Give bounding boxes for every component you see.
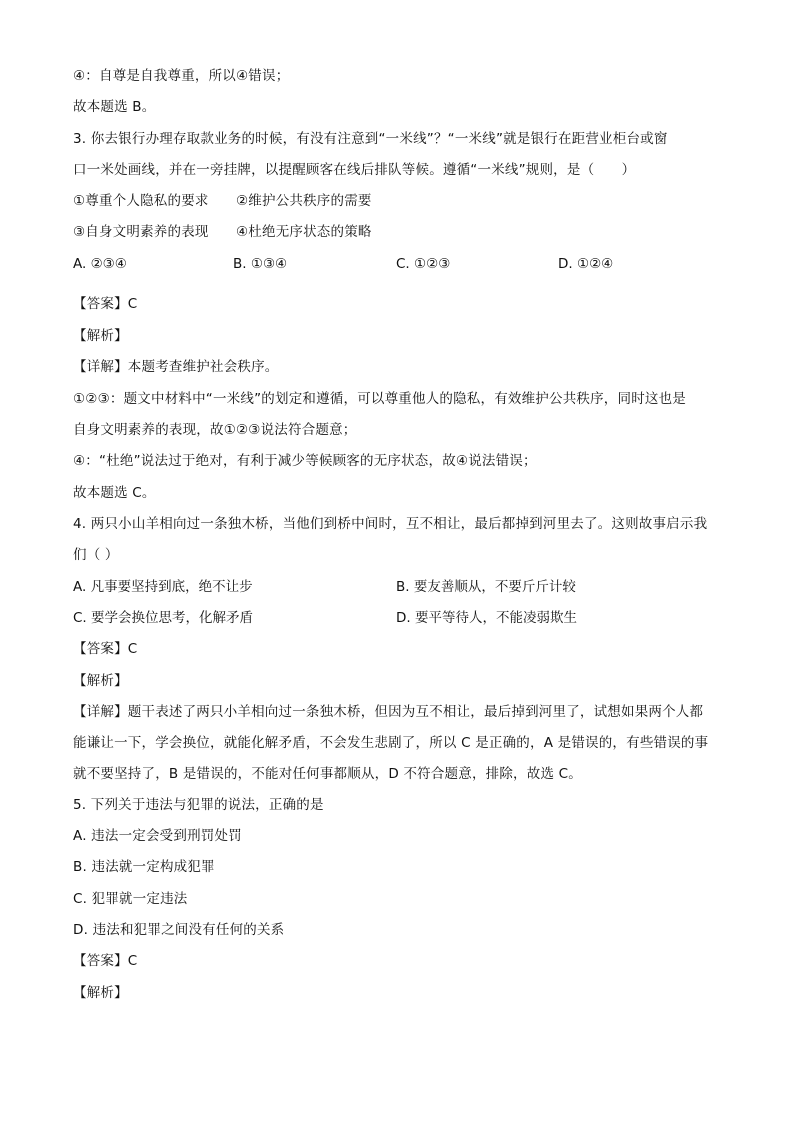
detail-text: 【详解】题干表述了两只小羊相向过一条独木桥，但因为互不相让，最后掉到河里了，试想如果两个人都 [73,704,704,720]
question-4-stem-cont: 们（ ） [73,547,119,563]
detail-text: ④：“杜绝”说法过于绝对，有利于减少等候顾客的无序状态，故④说法错误； [73,453,537,469]
analysis-label: 【解析】 [73,673,128,689]
answer-label: 【答案】C [73,953,138,969]
detail-text: 能谦让一下，学会换位，就能化解矛盾，不会发生悲剧了，所以 C 是正确的，A 是错误的，有些错误的事 [73,735,709,751]
answer-label: 【答案】C [73,641,138,657]
analysis-label: 【解析】 [73,328,128,344]
question-4-option-c: C. 要学会换位思考，化解矛盾 [73,610,254,626]
question-3-statements: ①尊重个人隐私的要求 ②维护公共秩序的需要 [73,193,372,209]
question-5-option-a: A. 违法一定会受到刑罚处罚 [73,828,242,844]
detail-text: 自身文明素养的表现，故①②③说法符合题意； [73,422,357,438]
question-3-option-a: A. ②③④ [73,256,127,272]
analysis-label: 【解析】 [73,985,128,1001]
question-4-option-a: A. 凡事要坚持到底，绝不让步 [73,579,253,595]
question-3-stem-cont: 口一米处画线，并在一旁挂牌，以提醒顾客在线后排队等候。遵循“一米线”规则，是（ ） [73,162,636,178]
question-3-option-c: C. ①②③ [396,256,451,272]
question-3-option-d: D. ①②④ [558,256,614,272]
question-3-option-b: B. ①③④ [233,256,288,272]
question-5-stem: 5. 下列关于违法与犯罪的说法，正确的是 [73,797,324,813]
question-5-option-b: B. 违法就一定构成犯罪 [73,859,215,875]
detail-text: 故本题选 C。 [73,485,156,501]
question-5-option-d: D. 违法和犯罪之间没有任何的关系 [73,922,285,938]
answer-label: 【答案】C [73,296,138,312]
question-3-statements: ③自身文明素养的表现 ④杜绝无序状态的策略 [73,224,372,240]
question-4-option-d: D. 要平等待人，不能凌弱欺生 [396,610,577,626]
text-line: ④：自尊是自我尊重，所以④错误； [73,68,290,84]
detail-text: 【详解】本题考查维护社会秩序。 [73,359,279,375]
detail-text: ①②③：题文中材料中“一米线”的划定和遵循，可以尊重他人的隐私，有效维护公共秩序，同时这也是 [73,391,686,407]
question-3-stem: 3. 你去银行办理存取款业务的时候，有没有注意到“一米线”？“一米线”就是银行在距营业柜台或窗 [73,131,668,147]
question-4-stem: 4. 两只小山羊相向过一条独木桥，当他们到桥中间时，互不相让，最后都掉到河里去了。这则故事启示我 [73,516,708,532]
question-5-option-c: C. 犯罪就一定违法 [73,891,188,907]
text-line: 故本题选 B。 [73,99,156,115]
detail-text: 就不要坚持了，B 是错误的，不能对任何事都顺从，D 不符合题意，排除，故选 C。 [73,766,582,782]
question-4-option-b: B. 要友善顺从，不要斤斤计较 [396,579,576,595]
